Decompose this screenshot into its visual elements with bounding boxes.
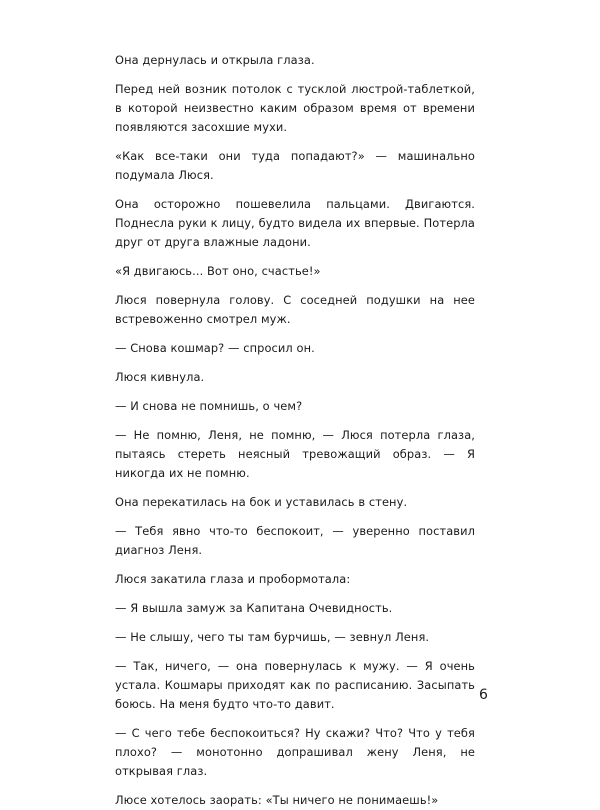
paragraph: Люся повернула голову. С соседней подушки на нее встревоженно смотрел муж.	[115, 293, 475, 326]
paragraph: «Как все-таки они туда попадают?» — машинально подумала Люся.	[115, 149, 475, 182]
page-number: 6	[479, 687, 488, 703]
paragraph: Перед ней возник потолок с тусклой люстрой-таблеткой, в которой неизвестно каким образом время от времени появляются засохшие мухи.	[115, 82, 475, 134]
paragraph: Люся закатила глаза и пробормотала:	[115, 572, 351, 586]
paragraph: — И снова не помнишь, о чем?	[115, 399, 303, 413]
paragraph: Люся кивнула.	[115, 370, 205, 384]
paragraph: Она дернулась и открыла глаза.	[115, 53, 315, 67]
paragraph: — Так, ничего, — она повернулась к мужу. — Я очень устала. Кошмары приходят как по расписанию. Засыпать боюсь. На меня будто что-то давит.	[115, 659, 475, 711]
paragraph: — Я вышла замуж за Капитана Очевидность.	[115, 601, 393, 615]
paragraph: — Снова кошмар? — спросил он.	[115, 341, 315, 355]
paragraph: Она осторожно пошевелила пальцами. Двигаются. Поднесла руки к лицу, будто видела их впервые. Потерла друг от друга влажные ладони.	[115, 197, 475, 249]
paragraph: «Я двигаюсь... Вот оно, счастье!»	[115, 264, 321, 278]
paragraph: Люсе хотелось заорать: «Ты ничего не понимаешь!»	[115, 793, 439, 807]
paragraph: — С чего тебе беспокоиться? Ну скажи? Что? Что у тебя плохо? — монотонно допрашивал жену Леня, не открывая глаз.	[115, 726, 475, 778]
paragraph: Она перекатилась на бок и уставилась в стену.	[115, 495, 408, 509]
paragraph: — Не помню, Леня, не помню, — Люся потерла глаза, пытаясь стереть неясный тревожащий образ. — Я никогда их не помню.	[115, 428, 475, 480]
paragraph: — Не слышу, чего ты там бурчишь, — зевнул Леня.	[115, 630, 430, 644]
paragraph: — Тебя явно что-то беспокоит, — уверенно поставил диагноз Леня.	[115, 524, 475, 557]
body-text	[115, 51, 475, 810]
